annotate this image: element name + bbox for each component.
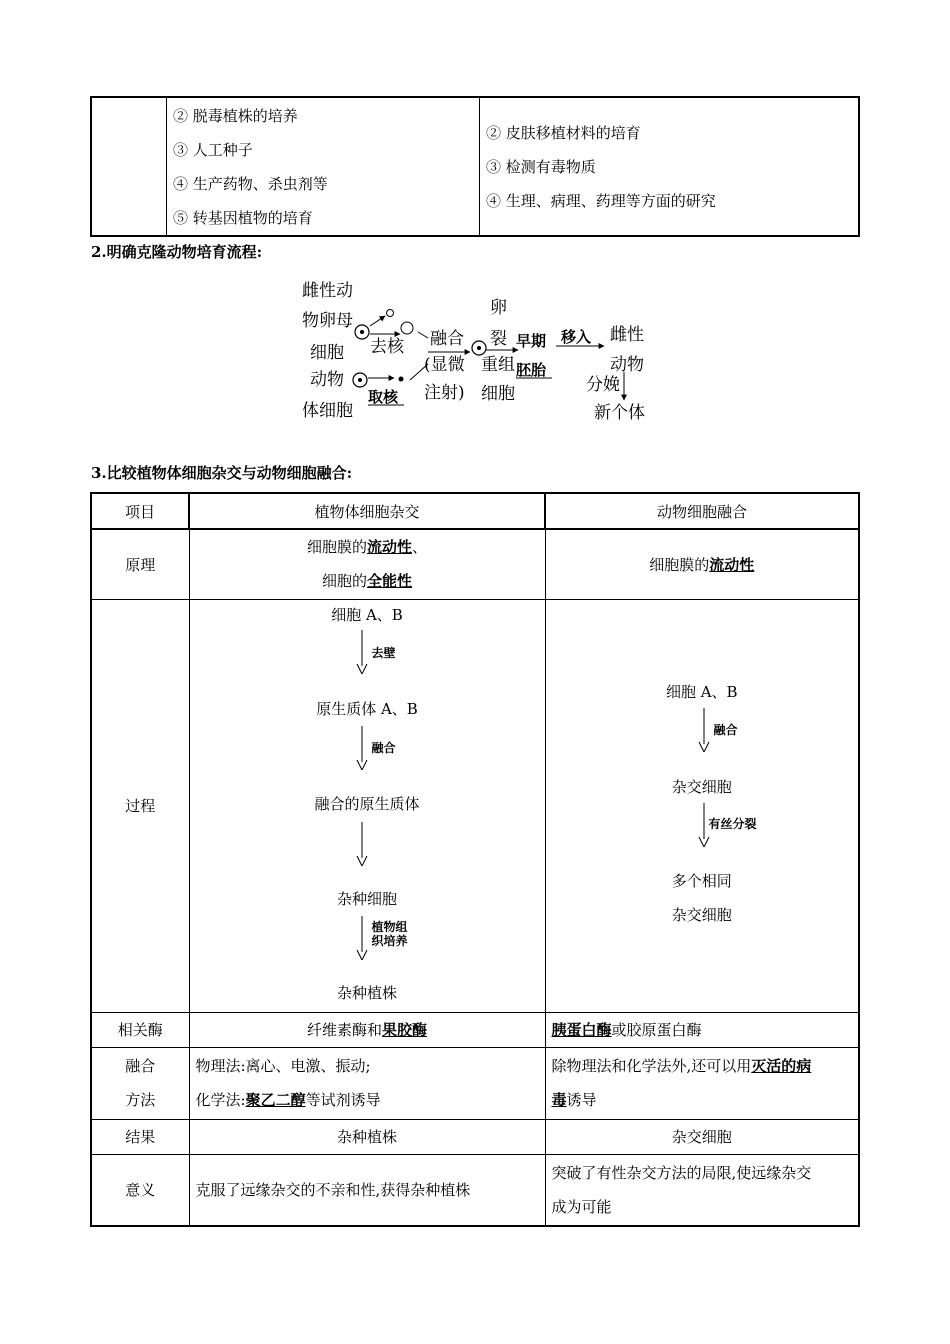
top-table [90,96,860,237]
principle-animal-cell [545,529,859,599]
diagram-recombinant-text: 细胞 [481,384,515,404]
meaning-animal-cell [545,1154,859,1226]
meaning-plant-cell: 克服了远缘杂交的不亲和性,获得杂种植株 [189,1154,545,1226]
method-text: 诱导 [566,1091,597,1109]
diagram-take-nucleus-label: 取核 [368,388,399,406]
process-animal-cell [545,599,859,1012]
diagram-female-text: 雌性动 [302,281,353,301]
method-text: 等试剂诱导 [305,1091,381,1109]
process-step: 多个相同 [671,871,732,890]
diagram-birth-label: 分娩 [586,375,620,395]
result-plant-cell: 杂种植株 [189,1119,545,1154]
top-table-animal-cell [480,97,860,236]
top-left-item: ④ 生产药物、杀虫剂等 [173,174,328,193]
down-arrow-icon [356,916,368,960]
diagram-animal-text: 体细胞 [302,401,353,421]
diagram-recombinant-text: 重组 [481,355,515,375]
method-text: 化学法: [195,1091,246,1109]
diagram-fuse-label: 融合 [430,329,464,349]
method-label-line: 方法 [125,1091,156,1109]
recombinant-cell-icon [472,341,486,355]
enzyme-text: 或胶原蛋白酶 [611,1021,702,1039]
method-plant-cell [189,1047,545,1119]
process-arrow-label: 去壁 [371,645,396,660]
meaning-text: 成为可能 [551,1197,612,1216]
diagram-female-text: 细胞 [310,343,344,363]
principle-keyword: 全能性 [367,572,413,591]
diagram-fuse-method: (显微 [424,355,465,375]
diagram-new-individual: 新个体 [594,403,645,423]
top-right-item: ③ 检测有毒物质 [486,157,596,176]
principle-keyword: 流动性 [366,538,412,557]
meaning-text: 突破了有性杂交方法的局限,使远缘杂交 [551,1163,812,1182]
row-label-process: 过程 [91,599,189,1012]
process-arrow-label [372,920,408,948]
method-keyword: 毒 [551,1091,567,1109]
enzyme-keyword: 胰蛋白酶 [551,1021,612,1039]
enzyme-plant-cell [189,1012,545,1047]
top-table-label-cell [91,97,167,236]
method-label-line: 融合 [125,1057,156,1075]
enzyme-keyword: 果胶酶 [382,1021,428,1039]
diagram-embryo-label: 胚胎 [516,361,547,379]
diagram-transfer-label: 移入 [561,328,592,346]
down-arrow-icon [356,822,368,866]
principle-keyword: 流动性 [709,555,755,574]
process-step: 细胞 A、B [331,605,403,624]
method-keyword: 聚乙二醇 [245,1091,306,1109]
row-label-result: 结果 [91,1119,189,1154]
enzyme-animal-cell [545,1012,859,1047]
egg-cell-icon [355,325,369,339]
nucleus-icon [399,377,404,382]
method-text: 除物理法和化学法外,还可以用 [551,1057,752,1075]
row-label-meaning: 意义 [91,1154,189,1226]
process-arrow-label-line: 织培养 [371,933,408,948]
process-plant-cell [189,599,545,1012]
row-label-enzyme: 相关酶 [91,1012,189,1047]
header-plant: 植物体细胞杂交 [189,493,545,529]
diagram-female-text: 物卵母 [302,311,353,331]
principle-text: 细胞的 [321,572,367,591]
principle-text: 、 [412,538,428,557]
comparison-table [90,492,860,1227]
enucleated-egg-icon [401,322,413,334]
process-arrow-label-line: 植物组 [371,919,408,934]
process-arrow-label: 融合 [371,740,396,755]
enzyme-text: 纤维素酶和 [306,1021,382,1039]
diagram-enucleate-label: 去核 [370,337,404,357]
row-label-principle: 原理 [91,529,189,599]
principle-text: 细胞膜的 [306,538,367,557]
method-text: 物理法:离心、电激、振动; [195,1057,371,1075]
nucleus-removed-icon [387,310,394,317]
process-step: 融合的原生质体 [314,794,420,813]
diagram-early-label: 早期 [516,332,547,350]
section-2-title: 2.明确克隆动物培育流程: [91,243,263,261]
diagram-animal-text: 动物 [310,370,344,390]
process-step: 杂交细胞 [671,905,732,924]
diagram-fuse-method: 注射) [424,383,465,403]
header-item: 项目 [91,493,189,529]
process-step: 杂种细胞 [336,889,397,908]
row-label-method [91,1047,189,1119]
top-left-item: ⑤ 转基因植物的培育 [173,208,313,227]
diagram-cleave-text: 卵 [490,298,507,318]
down-arrow-icon [698,708,710,752]
process-arrow-label: 融合 [713,722,738,737]
diagram-female-animal: 动物 [610,355,644,375]
top-right-item: ④ 生理、病理、药理等方面的研究 [486,191,716,210]
process-step: 杂种植株 [336,983,397,1002]
process-step: 原生质体 A、B [316,699,418,718]
principle-text: 细胞膜的 [649,555,710,574]
top-left-item: ③ 人工种子 [173,140,253,159]
result-animal-cell: 杂交细胞 [545,1119,859,1154]
diagram-cleave-text: 裂 [490,329,507,349]
process-step: 细胞 A、B [665,682,738,701]
process-arrow-label: 有丝分裂 [708,816,757,831]
down-arrow-icon [356,630,368,674]
section-3-title: 3.比较植物体细胞杂交与动物细胞融合: [91,464,353,482]
method-keyword: 灭活的病 [751,1057,812,1075]
method-animal-cell [545,1047,859,1119]
somatic-cell-icon [353,373,367,387]
principle-plant-cell [189,529,545,599]
diagram-female-animal: 雌性 [610,325,644,345]
top-table-plant-cell [167,97,480,236]
header-animal: 动物细胞融合 [545,493,859,529]
clone-flow-diagram [290,272,670,432]
top-right-item: ② 皮肤移植材料的培育 [486,123,641,142]
top-left-item: ② 脱毒植株的培养 [173,106,298,125]
process-step: 杂交细胞 [671,777,732,796]
down-arrow-icon [356,726,368,770]
